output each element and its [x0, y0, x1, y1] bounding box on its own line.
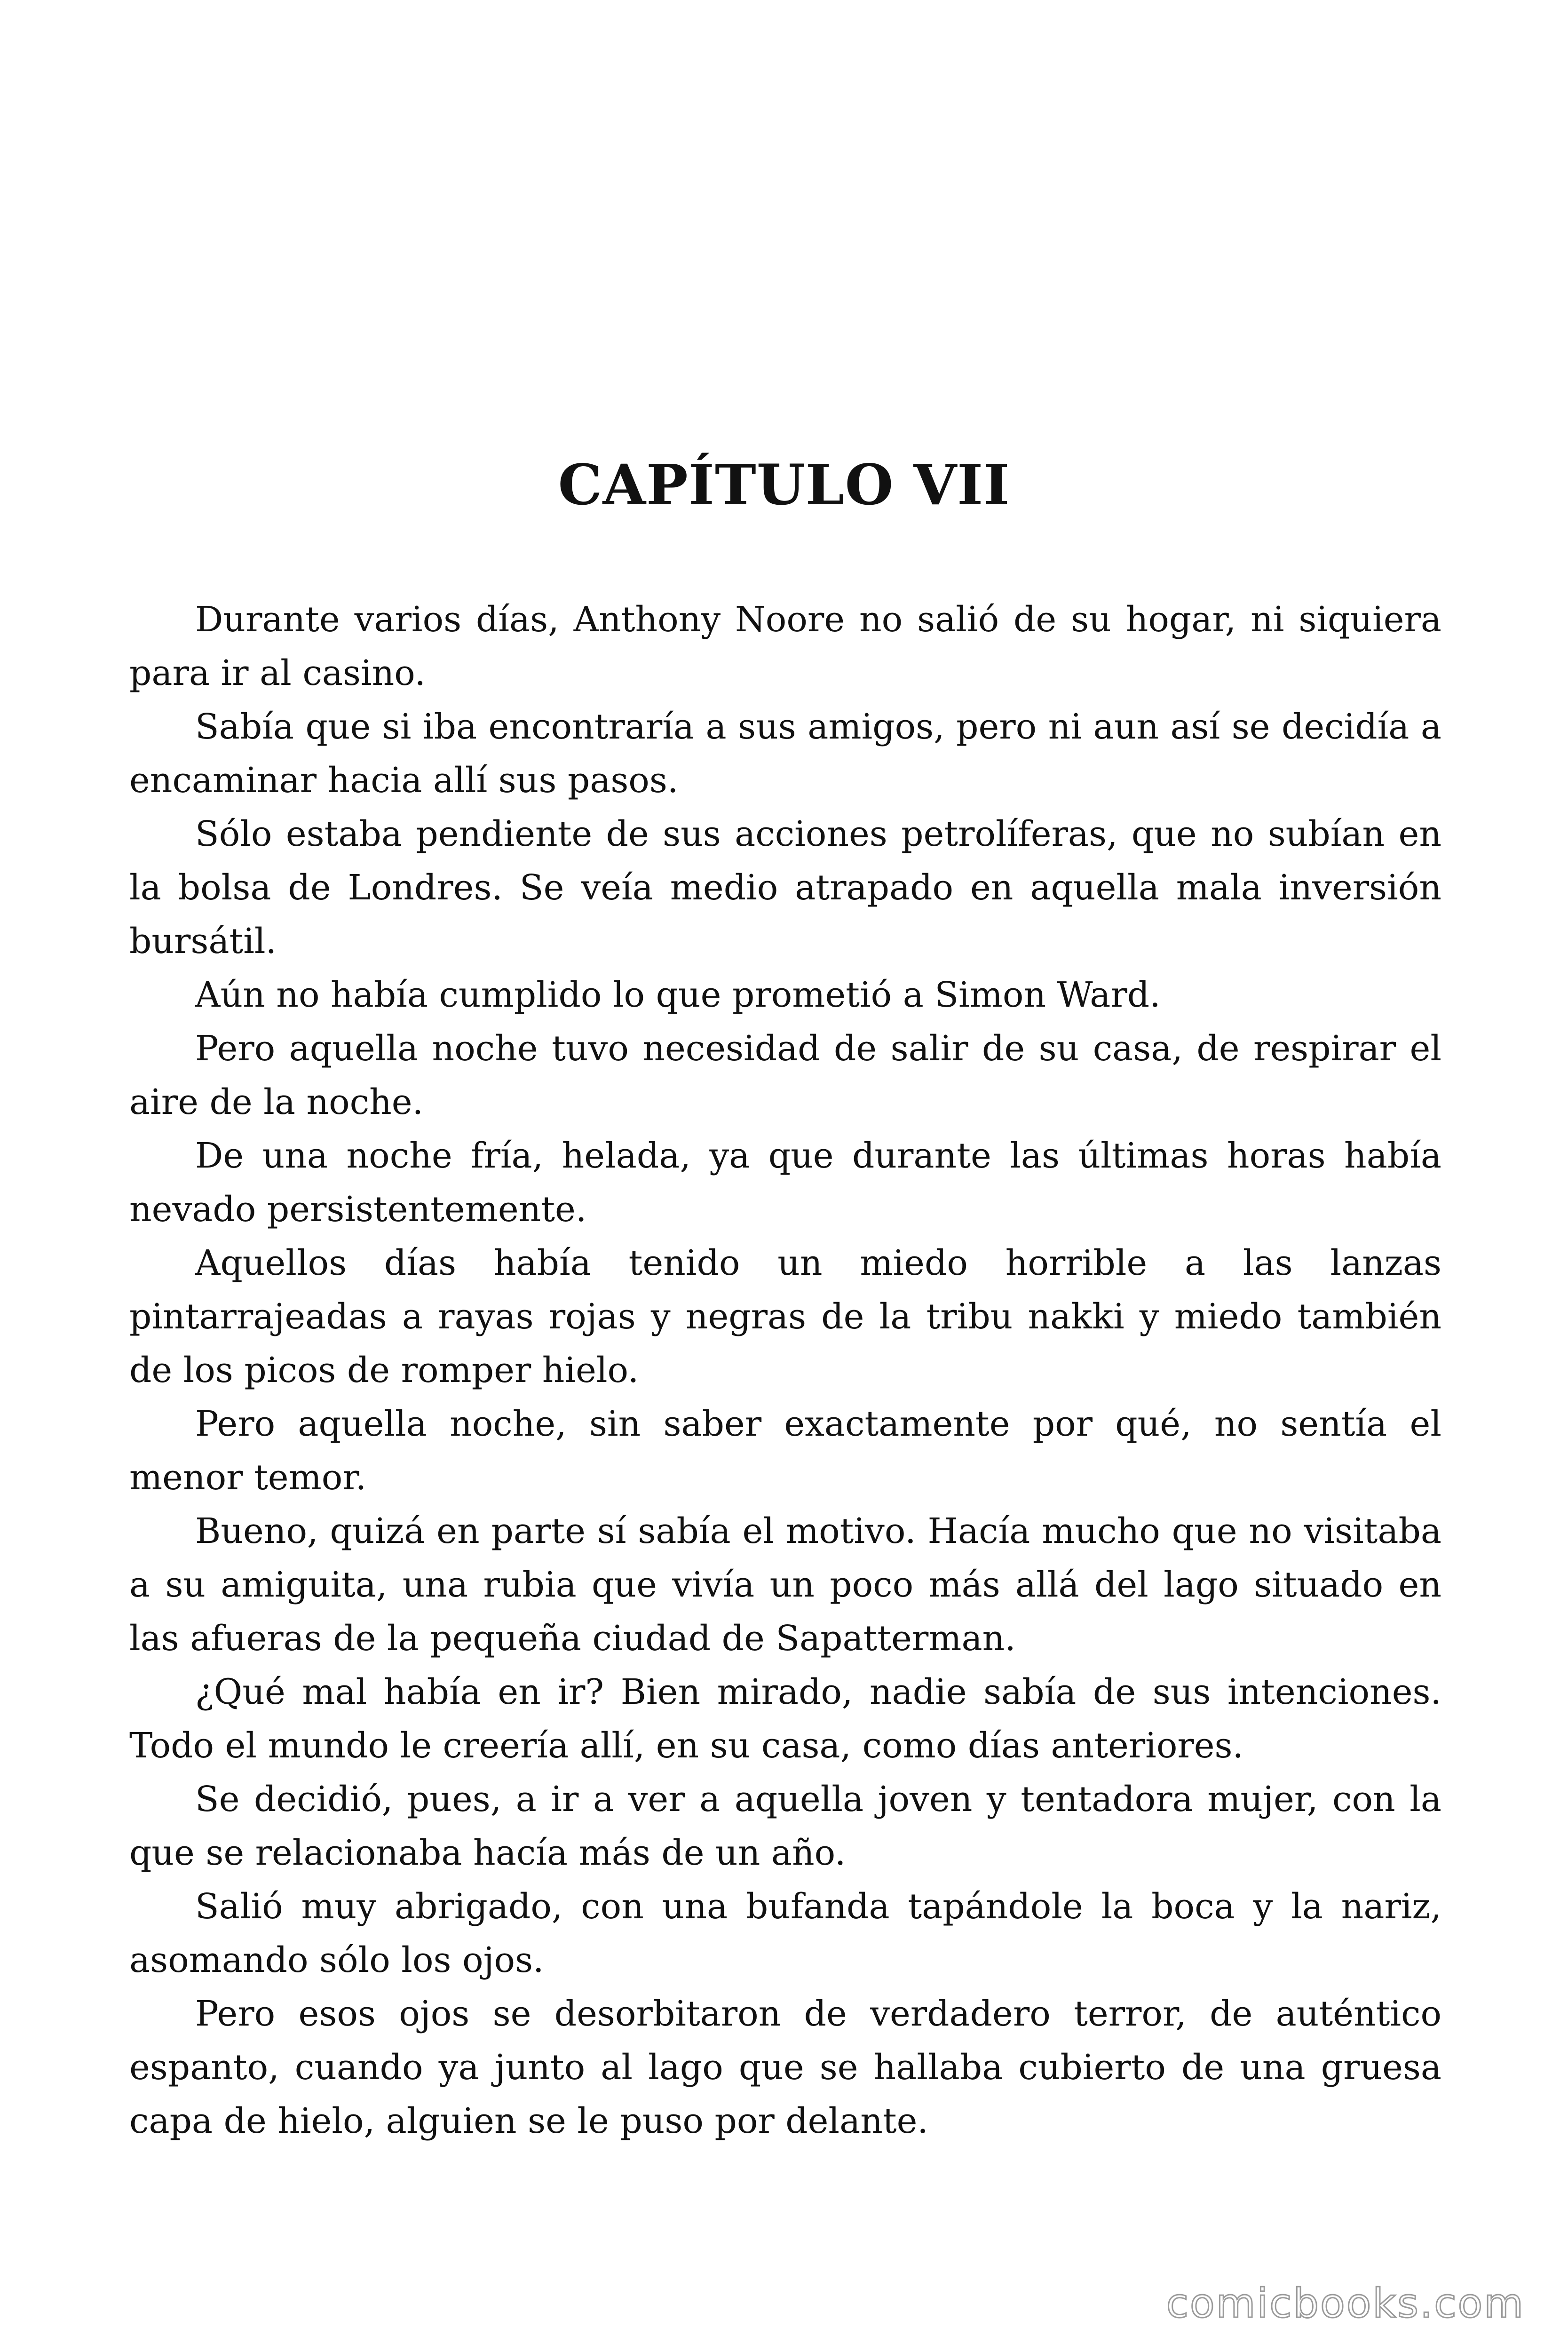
- paragraph: De una noche fría, helada, ya que durante las últimas horas había nevado persistentemente.: [129, 1136, 1441, 1230]
- paragraph: Sabía que si iba encontraría a sus amigos, pero ni aun así se decidía a encaminar hacia allí sus pasos.: [129, 707, 1441, 801]
- paragraph: Aún no había cumplido lo que prometió a Simon Ward.: [195, 975, 1161, 1015]
- paragraph: ¿Qué mal había en ir? Bien mirado, nadie sabía de sus intenciones. Todo el mundo le creería allí, en su casa, como días anteriores.: [129, 1672, 1441, 1766]
- paragraph: Bueno, quizá en parte sí sabía el motivo. Hacía mucho que no visitaba a su amiguita, una rubia que vivía un poco más allá del lago situado en las afueras de la pequeña ciudad de Sapatterman.: [129, 1511, 1441, 1659]
- watermark: comicbooks.com: [1166, 2280, 1525, 2327]
- paragraph: Aquellos días había tenido un miedo horrible a las lanzas pintarrajeadas a rayas rojas y negras de la tribu nakki y miedo también de los picos de romper hielo.: [129, 1243, 1441, 1391]
- paragraph: Durante varios días, Anthony Noore no salió de su hogar, ni siquiera para ir al casino.: [129, 599, 1441, 693]
- paragraph: Pero aquella noche, sin saber exactamente por qué, no sentía el menor temor.: [129, 1404, 1441, 1498]
- paragraph: Se decidió, pues, a ir a ver a aquella joven y tentadora mujer, con la que se relacionaba hacía más de un año.: [129, 1779, 1441, 1873]
- paragraph: Salió muy abrigado, con una bufanda tapándole la boca y la nariz, asomando sólo los ojos.: [129, 1886, 1441, 1980]
- paragraph: Pero esos ojos se desorbitaron de verdadero terror, de auténtico espanto, cuando ya junto al lago que se hallaba cubierto de una gruesa capa de hielo, alguien se le puso por delante.: [129, 1994, 1441, 2141]
- chapter-body: [129, 593, 1441, 2148]
- paragraph: Sólo estaba pendiente de sus acciones petrolíferas, que no subían en la bolsa de Londres. Se veía medio atrapado en aquella mala inversión bursátil.: [129, 814, 1441, 961]
- paragraph: Pero aquella noche tuvo necesidad de salir de su casa, de respirar el aire de la noche.: [129, 1028, 1441, 1122]
- chapter-title: CAPÍTULO VII: [558, 452, 1010, 517]
